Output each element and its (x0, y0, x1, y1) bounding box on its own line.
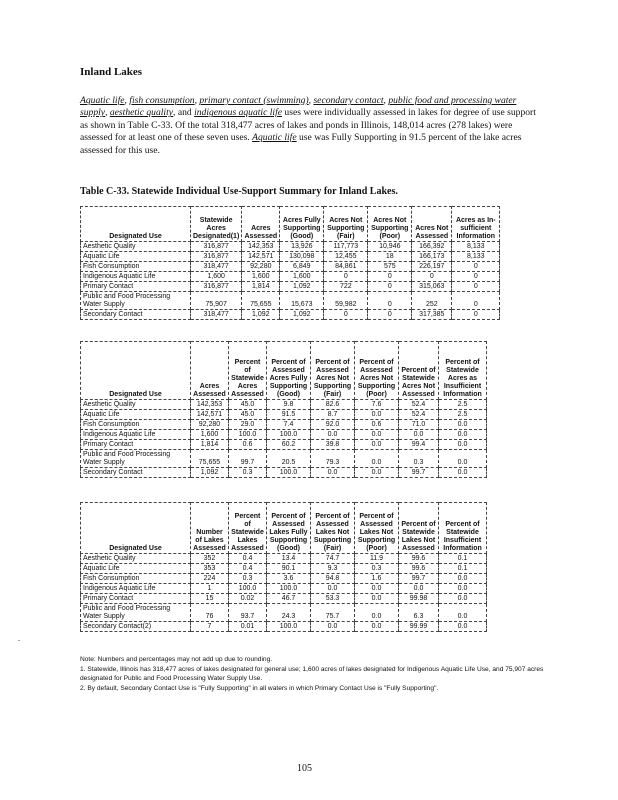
header-cell: Acres Not Supporting (Fair) (324, 207, 368, 242)
value-cell: 59,982 (324, 292, 368, 310)
value-cell: 99.7 (399, 574, 439, 584)
use-name-cell: Aquatic Life (81, 410, 191, 420)
value-cell: 317,385 (412, 310, 452, 320)
use-name-cell: Secondary Contact (81, 310, 191, 320)
value-cell: 1,092 (242, 310, 280, 320)
value-cell: 0.0 (355, 430, 399, 440)
table-row (81, 410, 487, 420)
value-cell: 18 (368, 252, 412, 262)
header-cell: Percent of Statewide Insufficient Information (439, 503, 487, 554)
use-name-cell: Public and Food Processing Water Supply (81, 292, 191, 310)
value-cell: 722 (324, 282, 368, 292)
table-row (81, 242, 500, 252)
table-row (81, 262, 500, 272)
use-name-cell: Secondary Contact (81, 468, 191, 478)
value-cell: 12,455 (324, 252, 368, 262)
header-cell: Percent of Statewide Acres Assessed (229, 342, 267, 400)
value-cell: 0.3 (229, 574, 267, 584)
value-cell: 92,280 (191, 420, 229, 430)
value-cell: 8,133 (452, 252, 500, 262)
use-name-cell: Aquatic Life (81, 564, 191, 574)
header-cell: Acres Fully Supporting (Good) (280, 207, 324, 242)
value-cell: 60.2 (267, 440, 311, 450)
use-name-cell: Indigenous Aquatic Life (81, 272, 191, 282)
value-cell: 0 (452, 310, 500, 320)
value-cell: 13.4 (267, 554, 311, 564)
table-row (81, 430, 487, 440)
value-cell: 0.0 (355, 604, 399, 622)
value-cell: 0.0 (355, 450, 399, 468)
value-cell: 82.6 (311, 400, 355, 410)
table-row (81, 282, 500, 292)
value-cell: 20.5 (267, 450, 311, 468)
value-cell: 92.0 (311, 420, 355, 430)
value-cell: 45.0 (229, 410, 267, 420)
value-cell: 1,814 (242, 282, 280, 292)
value-cell: 1.6 (355, 574, 399, 584)
value-cell: 0.6 (355, 420, 399, 430)
use-secondary-contact: secondary contact (313, 95, 384, 106)
use-aquatic-life: Aquatic life (80, 95, 125, 106)
header-cell: Acres Assessed (191, 342, 229, 400)
value-cell: 0.3 (399, 450, 439, 468)
use-name-cell: Fish Consumption (81, 574, 191, 584)
section-heading: Inland Lakes (80, 66, 143, 78)
header-cell: Percent of Statewide Lakes Not Assessed (399, 503, 439, 554)
use-name-cell: Fish Consumption (81, 262, 191, 272)
use-name-cell: Aquatic Life (81, 252, 191, 262)
value-cell: 0 (412, 272, 452, 282)
value-cell: 52.4 (399, 400, 439, 410)
use-name-cell: Aesthetic Quality (81, 554, 191, 564)
use-name-cell: Indigenous Aquatic Life (81, 430, 191, 440)
table-caption: Table C-33. Statewide Individual Use-Support Summary for Inland Lakes. (80, 186, 398, 197)
value-cell: 0.02 (229, 594, 267, 604)
table-row (81, 604, 487, 622)
note-rounding: Note: Numbers and percentages may not add up due to rounding. (80, 656, 273, 663)
value-cell: 0.3 (229, 468, 267, 478)
value-cell: 0.4 (229, 564, 267, 574)
header-cell: Designated Use (81, 503, 191, 554)
use-aesthetic: aesthetic quality (109, 107, 174, 119)
value-cell: 318,477 (191, 262, 242, 272)
use-name-cell: Primary Contact (81, 440, 191, 450)
value-cell: 3.6 (267, 574, 311, 584)
value-cell: 0.0 (439, 574, 487, 584)
value-cell: 0.0 (311, 430, 355, 440)
value-cell: 94.8 (311, 574, 355, 584)
use-name-cell: Aesthetic Quality (81, 400, 191, 410)
table-row (81, 622, 487, 632)
value-cell: 100.0 (267, 430, 311, 440)
use-indigenous: indigenous aquatic life (194, 107, 283, 119)
value-cell: 0 (368, 272, 412, 282)
table-row (81, 252, 500, 262)
value-cell: 2.5 (439, 400, 487, 410)
value-cell: 90.1 (267, 564, 311, 574)
header-cell: Percent of Statewide Acres Not Assessed (399, 342, 439, 400)
footnotes (80, 655, 560, 693)
value-cell: 0.4 (229, 554, 267, 564)
value-cell: 0.0 (439, 430, 487, 440)
value-cell: 0.0 (399, 430, 439, 440)
value-cell: 142,571 (242, 252, 280, 262)
value-cell: 575 (368, 262, 412, 272)
value-cell: 100.0 (267, 584, 311, 594)
value-cell: 0.0 (355, 440, 399, 450)
header-cell: Percent of Assessed Acres Not Supporting (Fair) (311, 342, 355, 400)
value-cell: 79.3 (311, 450, 355, 468)
value-cell: 0 (368, 282, 412, 292)
paragraph-text-2: use was Fully Supporting in 91.5 percent of the lake acres assessed for this use. (80, 132, 522, 156)
value-cell: 91.5 (267, 410, 311, 420)
use-name-cell: Primary Contact (81, 282, 191, 292)
value-cell: 9.3 (311, 564, 355, 574)
header-cell: Percent of Statewide Lakes Assessed (229, 503, 267, 554)
header-cell: Number of Lakes Assessed (191, 503, 229, 554)
value-cell: 0 (452, 282, 500, 292)
value-cell: 2.5 (439, 410, 487, 420)
table-row (81, 420, 487, 430)
value-cell: 7.4 (267, 420, 311, 430)
note-1: 1. Statewide, Illinois has 318,477 acres of lakes designated for general use; 1,600 acres of lakes designated for Indigenous Aquatic Life Use, and 75,907 acres designated for Public and Food Processing Water Supply Use. (80, 665, 544, 682)
value-cell: 1,600 (280, 272, 324, 282)
value-cell: 224 (191, 574, 229, 584)
table-row (81, 468, 487, 478)
value-cell: 117,773 (324, 242, 368, 252)
value-cell: 7.6 (355, 400, 399, 410)
value-cell: 0.0 (399, 584, 439, 594)
value-cell: 0.01 (229, 622, 267, 632)
value-cell: 7 (191, 622, 229, 632)
value-cell: 0.0 (439, 468, 487, 478)
use-name-cell: Fish Consumption (81, 420, 191, 430)
value-cell: 99.98 (399, 594, 439, 604)
header-cell: Designated Use (81, 342, 191, 400)
header-cell: Statewide Acres Designated(1) (191, 207, 242, 242)
value-cell: 92,280 (242, 262, 280, 272)
header-cell: Percent of Assessed Lakes Not Supporting (Poor) (355, 503, 399, 554)
value-cell: 1,092 (280, 282, 324, 292)
value-cell: 24.3 (267, 604, 311, 622)
value-cell: 352 (191, 554, 229, 564)
table-row (81, 584, 487, 594)
table-row (81, 450, 487, 468)
value-cell: 316,877 (191, 242, 242, 252)
value-cell: 0.0 (439, 594, 487, 604)
value-cell: 226,197 (412, 262, 452, 272)
value-cell: 315,063 (412, 282, 452, 292)
value-cell: 0.0 (439, 622, 487, 632)
table-row (81, 272, 500, 282)
header-cell: Percent of Statewide Acres as Insufficient Information (439, 342, 487, 400)
header-cell: Designated Use (81, 207, 191, 242)
value-cell: 1 (191, 584, 229, 594)
value-cell: 9.8 (267, 400, 311, 410)
header-cell: Percent of Assessed Lakes Fully Supporting (Good) (267, 503, 311, 554)
value-cell: 1,600 (191, 430, 229, 440)
use-name-cell: Aesthetic Quality (81, 242, 191, 252)
value-cell: 100.0 (267, 622, 311, 632)
value-cell: 130,098 (280, 252, 324, 262)
value-cell: 45.0 (229, 400, 267, 410)
value-cell: 53.3 (311, 594, 355, 604)
value-cell: 76 (191, 604, 229, 622)
value-cell: 166,173 (412, 252, 452, 262)
table-row (81, 574, 487, 584)
value-cell: 39.8 (311, 440, 355, 450)
value-cell: 99.6 (399, 564, 439, 574)
value-cell: 0 (452, 272, 500, 282)
value-cell: 99.4 (399, 440, 439, 450)
value-cell: 75,655 (191, 450, 229, 468)
value-cell: 0.0 (439, 604, 487, 622)
value-cell: 8,133 (452, 242, 500, 252)
value-cell: 252 (412, 292, 452, 310)
value-cell: 316,877 (191, 252, 242, 262)
use-name-cell: Public and Food Processing Water Supply (81, 604, 191, 622)
value-cell: 0.1 (439, 564, 487, 574)
value-cell: 0.0 (439, 584, 487, 594)
use-fish-consumption: fish consumption (129, 95, 195, 106)
value-cell: 75,907 (191, 292, 242, 310)
value-cell: 0 (368, 310, 412, 320)
page-number: 105 (297, 763, 312, 774)
value-cell: 100.0 (229, 430, 267, 440)
use-name-cell: Primary Contact (81, 594, 191, 604)
value-cell: 6,849 (280, 262, 324, 272)
value-cell: 0.0 (439, 420, 487, 430)
header-cell: Acres Not Supporting (Poor) (368, 207, 412, 242)
value-cell: 0 (452, 262, 500, 272)
table-row (81, 594, 487, 604)
value-cell: 13,926 (280, 242, 324, 252)
value-cell: 0.0 (355, 584, 399, 594)
value-cell: 142,571 (191, 410, 229, 420)
value-cell: 0.0 (439, 440, 487, 450)
intro-paragraph: Aquatic life, fish consumption, primary contact (swimming), secondary contact, public food and processing water supply, aesthetic quality, and indigenous aquatic life uses were individually assessed in lakes for degree of use support as shown in Table C-33. Of the total 318,477 acres of lakes and ponds in Illinois, 148,014 acres (278 lakes) were assessed for at least one of these seven uses. Aquatic life use was Fully Supporting in 91.5 percent of the lake acres assessed for this use. (80, 95, 536, 156)
value-cell: 93.7 (229, 604, 267, 622)
value-cell: 6.3 (399, 604, 439, 622)
value-cell: 318,477 (191, 310, 242, 320)
inline-use-aquatic-life: Aquatic life (252, 132, 297, 144)
value-cell: 8.7 (311, 410, 355, 420)
value-cell: 29.0 (229, 420, 267, 430)
value-cell: 142,353 (191, 400, 229, 410)
value-cell: 1,092 (191, 468, 229, 478)
value-cell: 166,392 (412, 242, 452, 252)
value-cell: 0.0 (355, 410, 399, 420)
header-cell: Percent of Assessed Acres Fully Supporting (Good) (267, 342, 311, 400)
note-2: 2. By default, Secondary Contact Use is "Fully Supporting" in all waters in which Primary Contact Use is "Fully Supporting". (80, 684, 439, 692)
value-cell: 0.6 (229, 440, 267, 450)
table-row (81, 310, 500, 320)
value-cell: 99.6 (399, 554, 439, 564)
table-lakes (80, 502, 487, 632)
use-name-cell: Indigenous Aquatic Life (81, 584, 191, 594)
header-cell: Percent of Assessed Lakes Not Supporting (Fair) (311, 503, 355, 554)
value-cell: 316,877 (191, 282, 242, 292)
value-cell: 0.0 (311, 468, 355, 478)
value-cell: 15 (191, 594, 229, 604)
header-cell: Percent of Assessed Acres Not Supporting (Poor) (355, 342, 399, 400)
value-cell: 11.9 (355, 554, 399, 564)
value-cell: 0.0 (355, 468, 399, 478)
header-cell: Acres Assessed (242, 207, 280, 242)
paragraph-text-1: uses were individually assessed in lakes for degree of use support as shown in Table C-33. Of the total 318,477 acres of lakes and ponds in Illinois, 148,014 acres (278 lakes) were assessed for at least one of these seven uses. (80, 107, 536, 144)
value-cell: 99.7 (399, 468, 439, 478)
table-row (81, 400, 487, 410)
value-cell: 99.99 (399, 622, 439, 632)
table-row (81, 564, 487, 574)
value-cell: 10,946 (368, 242, 412, 252)
value-cell: 84,861 (324, 262, 368, 272)
value-cell: 0 (324, 272, 368, 282)
use-name-cell: Public and Food Processing Water Supply (81, 450, 191, 468)
value-cell: 0.1 (439, 554, 487, 564)
value-cell: 52.4 (399, 410, 439, 420)
value-cell: 74.7 (311, 554, 355, 564)
value-cell: 0.0 (439, 450, 487, 468)
value-cell: 1,814 (191, 440, 229, 450)
value-cell: 0.0 (311, 622, 355, 632)
header-cell: Acres as In-sufficient Information (452, 207, 500, 242)
value-cell: 0.0 (311, 584, 355, 594)
table-row (81, 554, 487, 564)
use-name-cell: Secondary Contact(2) (81, 622, 191, 632)
value-cell: 15,673 (280, 292, 324, 310)
value-cell: 0.0 (355, 594, 399, 604)
value-cell: 142,353 (242, 242, 280, 252)
value-cell: 0.3 (355, 564, 399, 574)
header-cell: Acres Not Assessed (412, 207, 452, 242)
value-cell: 0.0 (355, 622, 399, 632)
value-cell: 1,092 (280, 310, 324, 320)
value-cell: 100.0 (229, 584, 267, 594)
value-cell: 46.7 (267, 594, 311, 604)
value-cell: 99.7 (229, 450, 267, 468)
table-percent-acres (80, 341, 487, 478)
value-cell: 75.7 (311, 604, 355, 622)
value-cell: 0 (324, 310, 368, 320)
value-cell: 0 (368, 292, 412, 310)
table-acres (80, 206, 500, 320)
use-public-food: public food and processing water supply (80, 95, 517, 119)
value-cell: 1,600 (191, 272, 242, 282)
value-cell: 0 (452, 292, 500, 310)
value-cell: 1,600 (242, 272, 280, 282)
value-cell: 71.0 (399, 420, 439, 430)
table-row (81, 440, 487, 450)
table-row (81, 292, 500, 310)
margin-mark: . (18, 634, 20, 643)
use-primary-contact: primary contact (swimming) (199, 95, 309, 106)
value-cell: 100.0 (267, 468, 311, 478)
value-cell: 353 (191, 564, 229, 574)
value-cell: 75,655 (242, 292, 280, 310)
